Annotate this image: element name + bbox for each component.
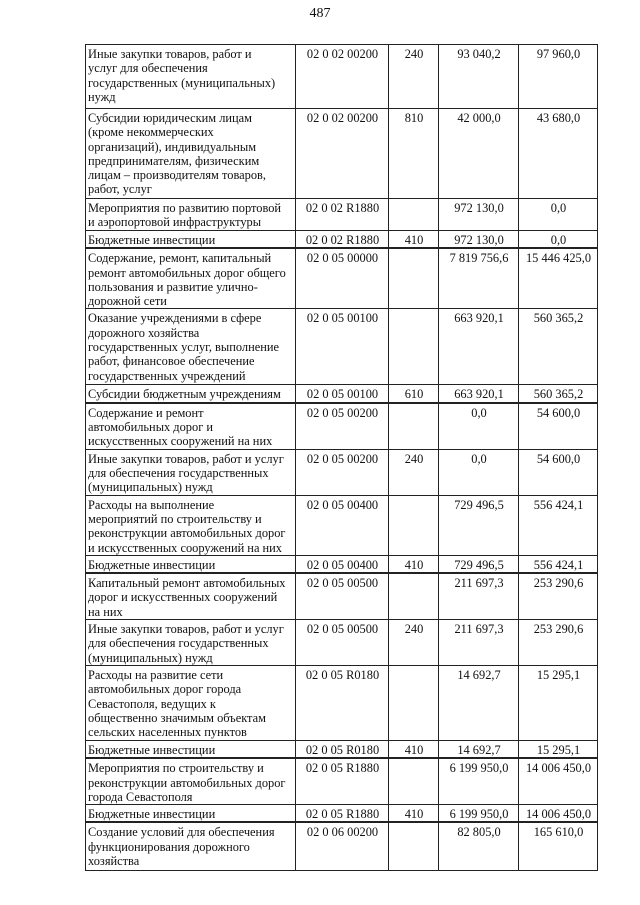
row-name: Расходы на выполнение мероприятий по строительству и реконструкции автомобильных дорог и искусственных сооружений на них xyxy=(86,495,296,555)
row-year1: 663 920,1 xyxy=(439,309,519,385)
row-code: 02 0 05 R1880 xyxy=(296,805,389,823)
row-name: Иные закупки товаров, работ и услуг для обеспечения государственных (муниципальных) нужд xyxy=(86,449,296,495)
row-name: Бюджетные инвестиции xyxy=(86,231,296,249)
row-type xyxy=(389,495,439,555)
row-name: Субсидии юридическим лицам (кроме некоммерческих организаций), индивидуальным предпринимателям, физическим лицам – производителям товаров, работ, услуг xyxy=(86,109,296,199)
row-type xyxy=(389,573,439,619)
table-row xyxy=(86,665,598,740)
row-name: Бюджетные инвестиции xyxy=(86,805,296,823)
row-year2: 15 295,1 xyxy=(519,740,598,758)
row-year1: 6 199 950,0 xyxy=(439,758,519,804)
row-type: 610 xyxy=(389,385,439,403)
row-code: 02 0 05 00400 xyxy=(296,555,389,573)
table-row xyxy=(86,403,598,449)
row-year2: 14 006 450,0 xyxy=(519,758,598,804)
row-year1: 0,0 xyxy=(439,449,519,495)
row-name: Содержание и ремонт автомобильных дорог и искусственных сооружений на них xyxy=(86,403,296,449)
table-row xyxy=(86,555,598,573)
row-year1: 14 692,7 xyxy=(439,665,519,740)
row-code: 02 0 06 00200 xyxy=(296,822,389,870)
row-type: 410 xyxy=(389,805,439,823)
row-code: 02 0 02 R1880 xyxy=(296,231,389,249)
row-year2: 556 424,1 xyxy=(519,495,598,555)
row-type: 240 xyxy=(389,449,439,495)
row-code: 02 0 05 R0180 xyxy=(296,665,389,740)
row-year2: 15 295,1 xyxy=(519,665,598,740)
row-type xyxy=(389,403,439,449)
table-row xyxy=(86,385,598,403)
row-code: 02 0 05 R1880 xyxy=(296,758,389,804)
table-row xyxy=(86,199,598,231)
row-year1: 42 000,0 xyxy=(439,109,519,199)
row-type xyxy=(389,822,439,870)
row-year2: 253 290,6 xyxy=(519,573,598,619)
table-row xyxy=(86,740,598,758)
row-year1: 211 697,3 xyxy=(439,573,519,619)
table-row xyxy=(86,758,598,804)
row-year1: 0,0 xyxy=(439,403,519,449)
row-code: 02 0 05 00100 xyxy=(296,309,389,385)
row-name: Иные закупки товаров, работ и услуг для обеспечения государственных (муниципальных) нужд xyxy=(86,45,296,109)
row-code: 02 0 05 00500 xyxy=(296,573,389,619)
table-row xyxy=(86,231,598,249)
row-year1: 14 692,7 xyxy=(439,740,519,758)
row-name: Капитальный ремонт автомобильных дорог и искусственных сооружений на них xyxy=(86,573,296,619)
table-row xyxy=(86,248,598,309)
table-row xyxy=(86,45,598,109)
row-year2: 54 600,0 xyxy=(519,403,598,449)
row-year1: 211 697,3 xyxy=(439,620,519,666)
row-type xyxy=(389,665,439,740)
row-name: Иные закупки товаров, работ и услуг для обеспечения государственных (муниципальных) нужд xyxy=(86,620,296,666)
row-year1: 93 040,2 xyxy=(439,45,519,109)
row-year2: 0,0 xyxy=(519,231,598,249)
row-type: 410 xyxy=(389,740,439,758)
row-year1: 82 805,0 xyxy=(439,822,519,870)
row-code: 02 0 05 00000 xyxy=(296,248,389,309)
row-type: 240 xyxy=(389,620,439,666)
row-code: 02 0 02 00200 xyxy=(296,109,389,199)
row-year1: 729 496,5 xyxy=(439,495,519,555)
table-row xyxy=(86,620,598,666)
row-year1: 972 130,0 xyxy=(439,199,519,231)
row-year2: 560 365,2 xyxy=(519,309,598,385)
row-year1: 7 819 756,6 xyxy=(439,248,519,309)
table-row xyxy=(86,449,598,495)
row-type xyxy=(389,248,439,309)
table-row xyxy=(86,309,598,385)
row-name: Содержание, ремонт, капитальный ремонт автомобильных дорог общего пользования и развитие улично- дорожной сети xyxy=(86,248,296,309)
row-year2: 97 960,0 xyxy=(519,45,598,109)
row-type: 410 xyxy=(389,555,439,573)
row-type: 410 xyxy=(389,231,439,249)
table-row xyxy=(86,805,598,823)
row-name: Оказание учреждениями в сфере дорожного хозяйства государственных услуг, выполнение работ, финансовое обеспечение государственных учреждений xyxy=(86,309,296,385)
row-year2: 253 290,6 xyxy=(519,620,598,666)
row-code: 02 0 05 00100 xyxy=(296,385,389,403)
row-name: Создание условий для обеспечения функционирования дорожного хозяйства xyxy=(86,822,296,870)
row-year1: 972 130,0 xyxy=(439,231,519,249)
row-year2: 54 600,0 xyxy=(519,449,598,495)
row-year1: 663 920,1 xyxy=(439,385,519,403)
row-year1: 6 199 950,0 xyxy=(439,805,519,823)
row-name: Мероприятия по развитию портовой и аэропортовой инфраструктуры xyxy=(86,199,296,231)
row-year2: 43 680,0 xyxy=(519,109,598,199)
row-name: Расходы на развитие сети автомобильных дорог города Севастополя, ведущих к общественно значимым объектам сельских населенных пунктов xyxy=(86,665,296,740)
table-row xyxy=(86,109,598,199)
row-year2: 14 006 450,0 xyxy=(519,805,598,823)
row-type xyxy=(389,309,439,385)
row-type: 810 xyxy=(389,109,439,199)
page-number: 487 xyxy=(309,6,331,21)
row-year2: 165 610,0 xyxy=(519,822,598,870)
row-type xyxy=(389,758,439,804)
row-year1: 729 496,5 xyxy=(439,555,519,573)
row-code: 02 0 05 R0180 xyxy=(296,740,389,758)
table-row xyxy=(86,822,598,870)
row-code: 02 0 05 00400 xyxy=(296,495,389,555)
row-code: 02 0 05 00200 xyxy=(296,449,389,495)
table-row xyxy=(86,573,598,619)
row-code: 02 0 05 00200 xyxy=(296,403,389,449)
row-name: Бюджетные инвестиции xyxy=(86,740,296,758)
table-row xyxy=(86,495,598,555)
budget-table xyxy=(85,44,598,871)
row-code: 02 0 02 00200 xyxy=(296,45,389,109)
row-year2: 0,0 xyxy=(519,199,598,231)
row-name: Субсидии бюджетным учреждениям xyxy=(86,385,296,403)
row-name: Мероприятия по строительству и реконструкции автомобильных дорог города Севастополя xyxy=(86,758,296,804)
row-type xyxy=(389,199,439,231)
row-year2: 15 446 425,0 xyxy=(519,248,598,309)
row-type: 240 xyxy=(389,45,439,109)
row-code: 02 0 02 R1880 xyxy=(296,199,389,231)
row-name: Бюджетные инвестиции xyxy=(86,555,296,573)
row-code: 02 0 05 00500 xyxy=(296,620,389,666)
row-year2: 556 424,1 xyxy=(519,555,598,573)
row-year2: 560 365,2 xyxy=(519,385,598,403)
